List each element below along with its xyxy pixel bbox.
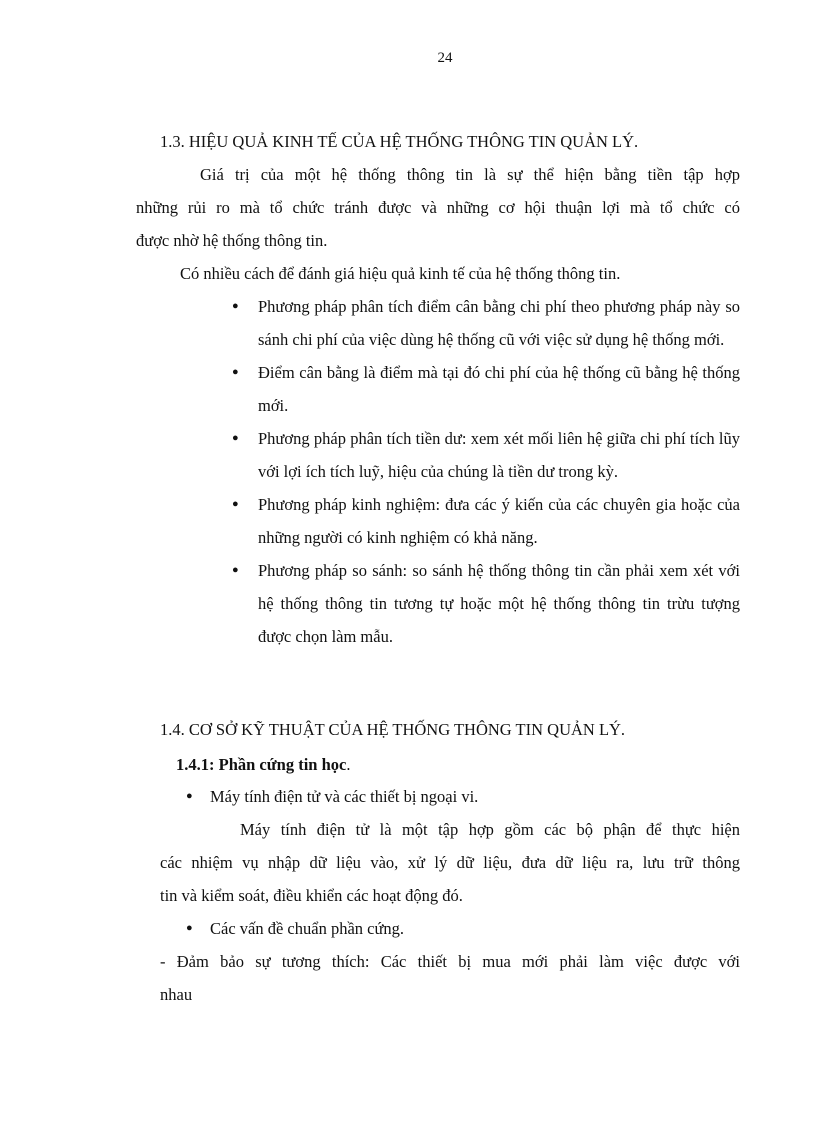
method-item: ● Điểm cân bằng là điểm mà tại đó chi phí của hệ thống cũ bằng hệ thống mới. bbox=[232, 356, 740, 422]
subsection-1-4-1-title: 1.4.1: Phần cứng tin học bbox=[176, 755, 347, 774]
hardware-bullet-2: ● Các vấn đề chuẩn phần cứng. bbox=[186, 912, 404, 945]
methods-intro: Có nhiều cách để đánh giá hiệu quả kinh tế của hệ thống thông tin. bbox=[180, 264, 621, 283]
hardware-bullet-1: ● Máy tính điện tử và các thiết bị ngoại vi. bbox=[186, 780, 478, 813]
section-1-3-heading: 1.3. HIỆU QUẢ KINH TẾ CỦA HỆ THỐNG THÔNG TIN QUẢN LÝ. bbox=[160, 132, 639, 151]
intro-line-2: những rủi ro mà tổ chức tránh được và những cơ hội thuận lợi mà tổ chức có bbox=[136, 198, 740, 217]
compat-line-1: - Đảm bảo sự tương thích: Các thiết bị mua mới phải làm việc được với bbox=[160, 952, 740, 971]
section-1-4-heading: 1.4. CƠ SỞ KỸ THUẬT CỦA HỆ THỐNG THÔNG TIN QUẢN LÝ. bbox=[160, 720, 626, 739]
intro-line-3: được nhờ hệ thống thông tin. bbox=[136, 231, 328, 250]
hardware-para-line-2: các nhiệm vụ nhập dữ liệu vào, xử lý dữ liệu, đưa dữ liệu ra, lưu trữ thông bbox=[160, 853, 740, 872]
intro-line-1: Giá trị của một hệ thống thông tin là sự thể hiện bằng tiền tập hợp bbox=[200, 165, 740, 184]
hardware-para-line-3: tin và kiểm soát, điều khiển các hoạt động đó. bbox=[160, 886, 463, 905]
subsection-1-4-1-heading bbox=[176, 755, 350, 775]
subsection-1-4-1-period: . bbox=[346, 755, 351, 774]
hardware-para-line-1: Máy tính điện tử là một tập hợp gồm các bộ phận để thực hiện bbox=[240, 820, 740, 839]
method-item: ● Phương pháp phân tích điểm cân bằng chi phí theo phương pháp này so sánh chi phí của việc dùng hệ thống cũ với việc sử dụng hệ thống mới. bbox=[232, 290, 740, 356]
method-item: ● Phương pháp kinh nghiệm: đưa các ý kiến của các chuyên gia hoặc của những người có kinh nghiệm có khả năng. bbox=[232, 488, 740, 554]
page-number: 24 bbox=[437, 50, 453, 66]
methods-list bbox=[232, 290, 740, 653]
method-item: ● Phương pháp so sánh: so sánh hệ thống thông tin cần phải xem xét với hệ thống thông tin tương tự hoặc một hệ thống thông tin trừu tượng được chọn làm mẫu. bbox=[232, 554, 740, 653]
compat-line-2: nhau bbox=[160, 985, 193, 1004]
method-item: ● Phương pháp phân tích tiền dư: xem xét mối liên hệ giữa chi phí tích lũy với lợi ích tích luỹ, hiệu của chúng là tiền dư trong kỳ. bbox=[232, 422, 740, 488]
